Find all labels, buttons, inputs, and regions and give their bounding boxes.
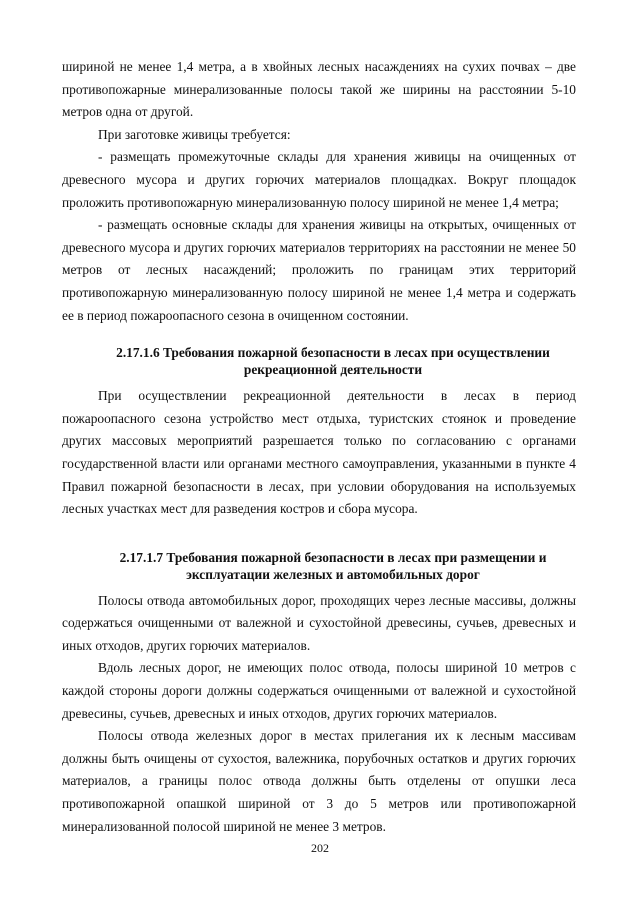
roads-paragraph-3: Полосы отвода железных дорог в местах прилегания их к лесным массивам должны быть очищены от сухостоя, валежника, порубочных остатков и других горючих материалов, а границы полос отвода должны быть отделены от опушки леса противопожарной опашкой шириной от 3 до 5 метров или противопожарной минерализованной полосой шириной не менее 3 метров.	[62, 728, 576, 834]
section-heading-roads-line1: 2.17.1.7 Требования пожарной безопасности в лесах при размещении и	[119, 549, 547, 565]
section-heading-roads	[62, 549, 576, 583]
roads-paragraph-2: Вдоль лесных дорог, не имеющих полос отвода, полосы шириной 10 метров с каждой стороны дороги должны содержаться очищенными от валежной и сухостойной древесины, сучьев, древесных и иных отходов, других горючих материалов.	[62, 660, 576, 721]
main-warehouses-item: - размещать основные склады для хранения живицы на открытых, очищенных от древесного мусора и других горючих материалов территориях на расстоянии не менее 50 метров от лесных насаждений; проложить по границам этих территорий противопожарную минерализованную полосу шириной не менее 1,4 метра и содержать ее в период пожароопасного сезона в очищенном состоянии.	[62, 217, 576, 323]
continued-paragraph: шириной не менее 1,4 метра, а в хвойных лесных насаждениях на сухих почвах – две противопожарные минерализованные полосы такой же ширины на расстоянии 5-10 метров одна от другой.	[62, 59, 576, 120]
recreational-paragraph: При осуществлении рекреационной деятельности в лесах в период пожароопасного сезона устройство мест отдыха, туристских стоянок и проведение других массовых мероприятий разрешается только по согласованию с органами государственной власти или органами местного самоуправления, указанными в пункте 4 Правил пожарной безопасности в лесах, при условии оборудования на используемых лесных участках мест для разведения костров и сбора мусора.	[62, 388, 576, 517]
intermediate-warehouses-item: - размещать промежуточные склады для хранения живицы на очищенных от древесного мусора и других горючих материалов площадках. Вокруг площадок проложить противопожарную минерализованную полосу шириной не менее 1,4 метра;	[62, 149, 576, 210]
section-heading-roads-line2: эксплуатации железных и автомобильных дорог	[186, 566, 480, 582]
section-heading-recreational	[62, 344, 576, 378]
section-heading-recreational-line1: 2.17.1.6 Требования пожарной безопасности в лесах при осуществлении	[116, 345, 550, 361]
roads-paragraph-1: Полосы отвода автомобильных дорог, проходящих через лесные массивы, должны содержаться очищенными от валежной и сухостойной древесины, сучьев, древесных и иных отходов, других горючих материалов.	[62, 592, 576, 653]
page-content	[62, 56, 576, 838]
section-heading-recreational-line2: рекреационной деятельности	[243, 362, 423, 378]
resin-requirements-intro: При заготовке живицы требуется:	[98, 126, 291, 142]
page-number: 202	[311, 841, 329, 855]
